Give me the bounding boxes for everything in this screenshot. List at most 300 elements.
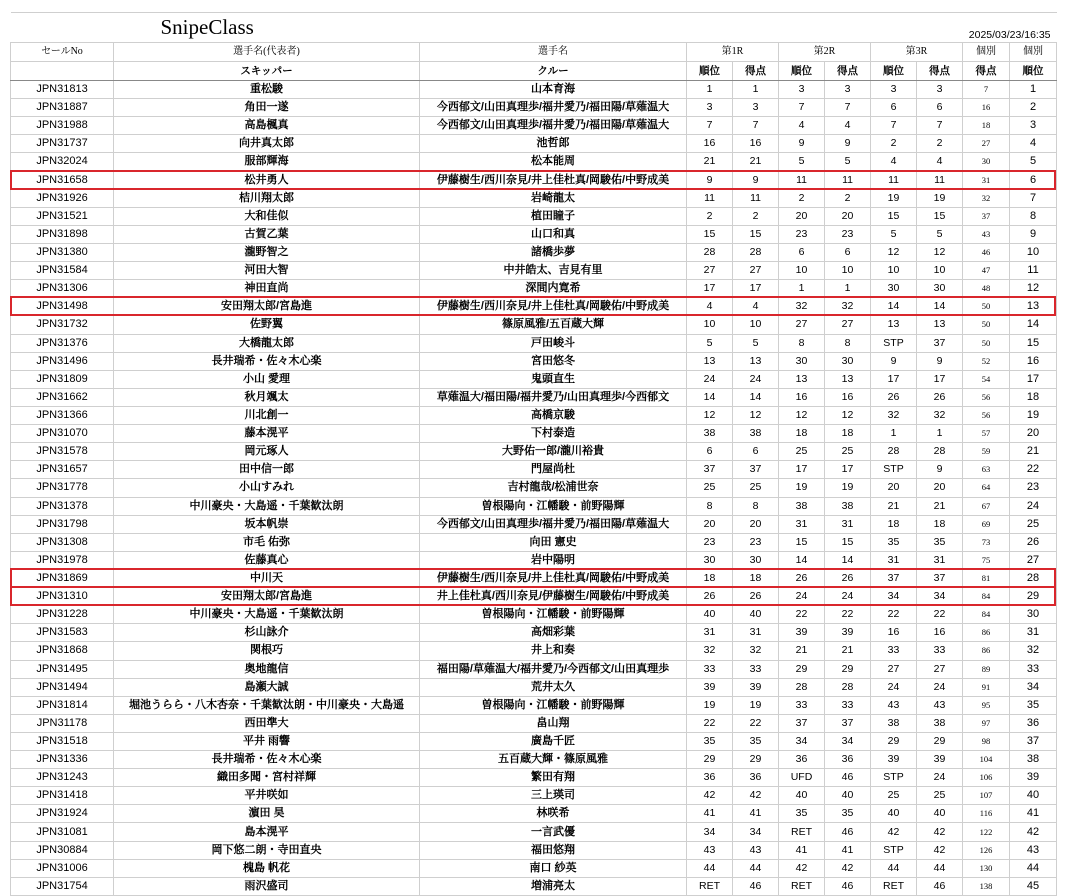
race1-rank-cell: 7 [687,117,733,135]
final-rank-cell: 13 [1010,298,1057,316]
sail-no-cell: JPN31798 [11,515,114,533]
final-rank-cell: 10 [1010,243,1057,261]
skipper-cell: 市毛 佑弥 [114,533,420,551]
total-points-cell: 57 [963,425,1010,443]
race3-rank-cell: 6 [871,99,917,117]
race1-points-cell: 46 [733,877,779,895]
table-row [11,787,1057,805]
race3-rank-cell: 1 [871,425,917,443]
race2-rank-cell: 35 [779,805,825,823]
header-row-1 [11,43,1057,62]
race2-points-cell: 38 [825,497,871,515]
race1-points-cell: 13 [733,352,779,370]
final-rank-cell: 28 [1010,569,1057,587]
final-rank-cell: 35 [1010,696,1057,714]
crew-cell: 五百蔵大輝・篠原風雅 [420,751,687,769]
race1-rank-cell: 17 [687,280,733,298]
race1-rank-cell: 26 [687,588,733,606]
race1-rank-cell: 31 [687,624,733,642]
race3-rank-cell: 20 [871,479,917,497]
crew-cell: 廣島千匠 [420,732,687,750]
race2-points-cell: 9 [825,135,871,153]
race1-rank-cell: 15 [687,225,733,243]
table-row [11,678,1057,696]
skipper-cell: 中川豪央・大島遥・千葉歓汰朗 [114,497,420,515]
sail-no-cell: JPN31898 [11,225,114,243]
race1-rank-cell: 37 [687,461,733,479]
race1-rank-cell: 30 [687,551,733,569]
race3-points-cell: 11 [917,171,963,189]
race1-rank-cell: 43 [687,841,733,859]
race3-rank-cell: 38 [871,714,917,732]
crew-cell: 向田 憲史 [420,533,687,551]
race1-points-cell: 12 [733,406,779,424]
crew-cell: 草薙温大/福田陽/福井愛乃/山田真理歩/今西郁文 [420,388,687,406]
header-r3-points: 得点 [917,62,963,81]
sail-no-cell: JPN31498 [11,298,114,316]
race1-rank-cell: 23 [687,533,733,551]
race2-rank-cell: 41 [779,841,825,859]
race2-points-cell: 3 [825,81,871,99]
total-points-cell: 32 [963,189,1010,207]
race3-rank-cell: 18 [871,515,917,533]
total-points-cell: 84 [963,606,1010,624]
sail-no-cell: JPN31366 [11,406,114,424]
race1-points-cell: 1 [733,81,779,99]
table-row [11,497,1057,515]
race1-points-cell: 10 [733,316,779,334]
sail-no-cell: JPN31306 [11,280,114,298]
race1-points-cell: 43 [733,841,779,859]
race1-points-cell: 6 [733,443,779,461]
skipper-cell: 西田準大 [114,714,420,732]
race3-rank-cell: 44 [871,859,917,877]
crew-cell: 今西郁文/山田真理歩/福井愛乃/福田陽/草薙温大 [420,515,687,533]
race2-rank-cell: 4 [779,117,825,135]
total-points-cell: 91 [963,678,1010,696]
sail-no-cell: JPN31926 [11,189,114,207]
race1-points-cell: 16 [733,135,779,153]
skipper-cell: 佐野翼 [114,316,420,334]
race1-points-cell: 17 [733,280,779,298]
race3-points-cell: 35 [917,533,963,551]
sail-no-cell: JPN31778 [11,479,114,497]
race1-points-cell: 25 [733,479,779,497]
sail-no-cell: JPN31228 [11,606,114,624]
race1-rank-cell: 10 [687,316,733,334]
total-points-cell: 97 [963,714,1010,732]
table-row [11,280,1057,298]
crew-cell: 福田悠翔 [420,841,687,859]
crew-cell: 下村泰造 [420,425,687,443]
race2-rank-cell: 29 [779,660,825,678]
race1-rank-cell: 25 [687,479,733,497]
header-skipper: スキッパー [114,62,420,81]
final-rank-cell: 32 [1010,642,1057,660]
race1-rank-cell: 3 [687,99,733,117]
race3-rank-cell: 27 [871,660,917,678]
header-row-2 [11,62,1057,81]
race3-rank-cell: 24 [871,678,917,696]
race2-points-cell: 7 [825,99,871,117]
table-row [11,461,1057,479]
skipper-cell: 秋月颯太 [114,388,420,406]
race2-rank-cell: 31 [779,515,825,533]
final-rank-cell: 33 [1010,660,1057,678]
skipper-cell: 松井勇人 [114,171,420,189]
table-row [11,624,1057,642]
table-row [11,533,1057,551]
race1-points-cell: 19 [733,696,779,714]
race1-points-cell: 9 [733,171,779,189]
race3-points-cell: 6 [917,99,963,117]
race2-rank-cell: 14 [779,551,825,569]
race1-rank-cell: 39 [687,678,733,696]
table-row [11,714,1057,732]
race2-points-cell: 16 [825,388,871,406]
final-rank-cell: 11 [1010,262,1057,280]
race3-points-cell: 1 [917,425,963,443]
race2-rank-cell: 6 [779,243,825,261]
race3-rank-cell: 14 [871,298,917,316]
final-rank-cell: 22 [1010,461,1057,479]
table-row [11,642,1057,660]
race2-rank-cell: 7 [779,99,825,117]
final-rank-cell: 42 [1010,823,1057,841]
race2-rank-cell: 28 [779,678,825,696]
total-points-cell: 50 [963,298,1010,316]
table-row [11,352,1057,370]
table-row [11,732,1057,750]
skipper-cell: 大橋龍太郎 [114,334,420,352]
race1-rank-cell: 14 [687,388,733,406]
race3-rank-cell: 10 [871,262,917,280]
race2-rank-cell: 18 [779,425,825,443]
race1-points-cell: 32 [733,642,779,660]
race2-points-cell: 4 [825,117,871,135]
total-points-cell: 86 [963,642,1010,660]
crew-cell: 中井皓太、吉見有里 [420,262,687,280]
race3-points-cell: 33 [917,642,963,660]
skipper-cell: 中川天 [114,569,420,587]
race2-rank-cell: RET [779,823,825,841]
total-points-cell: 122 [963,823,1010,841]
race2-rank-cell: 22 [779,606,825,624]
final-rank-cell: 23 [1010,479,1057,497]
table-row [11,262,1057,280]
crew-cell: 畠山翔 [420,714,687,732]
race3-points-cell: 4 [917,153,963,171]
sail-no-cell: JPN31081 [11,823,114,841]
total-points-cell: 18 [963,117,1010,135]
race2-points-cell: 17 [825,461,871,479]
race3-points-cell: 38 [917,714,963,732]
race3-points-cell: 21 [917,497,963,515]
crew-cell: 今西郁文/山田真理歩/福井愛乃/福田陽/草薙温大 [420,99,687,117]
skipper-cell: 安田翔太郎/宮島進 [114,298,420,316]
skipper-cell: 濵田 昊 [114,805,420,823]
total-points-cell: 86 [963,624,1010,642]
race1-rank-cell: 20 [687,515,733,533]
total-points-cell: 50 [963,316,1010,334]
race3-points-cell: 27 [917,660,963,678]
race3-points-cell: 44 [917,859,963,877]
table-row [11,515,1057,533]
sail-no-cell: JPN31584 [11,262,114,280]
total-points-cell: 7 [963,81,1010,99]
total-points-cell: 31 [963,171,1010,189]
race2-rank-cell: 34 [779,732,825,750]
table-row [11,153,1057,171]
header-indiv-1: 個別 [963,43,1010,62]
final-rank-cell: 43 [1010,841,1057,859]
race1-rank-cell: 19 [687,696,733,714]
race3-points-cell: 24 [917,678,963,696]
race2-points-cell: 2 [825,189,871,207]
race1-points-cell: 3 [733,99,779,117]
final-rank-cell: 12 [1010,280,1057,298]
final-rank-cell: 16 [1010,352,1057,370]
sail-no-cell: JPN31308 [11,533,114,551]
race3-points-cell: 2 [917,135,963,153]
race3-points-cell: 28 [917,443,963,461]
table-row [11,298,1057,316]
race1-rank-cell: 1 [687,81,733,99]
race2-rank-cell: 8 [779,334,825,352]
sail-no-cell: JPN31070 [11,425,114,443]
sail-no-cell: JPN31887 [11,99,114,117]
sail-no-cell: JPN31496 [11,352,114,370]
crew-cell: 荒井太久 [420,678,687,696]
final-rank-cell: 41 [1010,805,1057,823]
skipper-cell: 藤本滉平 [114,425,420,443]
sail-no-cell: JPN31006 [11,859,114,877]
crew-cell: 南口 紗英 [420,859,687,877]
skipper-cell: 小山 愛理 [114,370,420,388]
race3-rank-cell: 3 [871,81,917,99]
race3-rank-cell: 30 [871,280,917,298]
race3-rank-cell: 19 [871,189,917,207]
race3-rank-cell: 5 [871,225,917,243]
race2-rank-cell: 36 [779,751,825,769]
total-points-cell: 95 [963,696,1010,714]
header-r3-rank: 順位 [871,62,917,81]
race2-points-cell: 33 [825,696,871,714]
table-row [11,696,1057,714]
crew-cell: 伊藤樹生/西川奈見/井上佳杜真/岡駿佑/中野成美 [420,298,687,316]
header-r2-rank: 順位 [779,62,825,81]
race3-points-cell: 32 [917,406,963,424]
race2-points-cell: 36 [825,751,871,769]
race2-points-cell: 11 [825,171,871,189]
total-points-cell: 130 [963,859,1010,877]
sail-no-cell: JPN31662 [11,388,114,406]
race1-points-cell: 8 [733,497,779,515]
race2-points-cell: 15 [825,533,871,551]
table-row [11,660,1057,678]
race1-rank-cell: 33 [687,660,733,678]
race1-points-cell: 7 [733,117,779,135]
crew-cell: 曽根陽向・江幡駿・前野陽輝 [420,497,687,515]
race2-rank-cell: 16 [779,388,825,406]
race1-rank-cell: 11 [687,189,733,207]
race3-rank-cell: STP [871,769,917,787]
race2-points-cell: 25 [825,443,871,461]
final-rank-cell: 29 [1010,588,1057,606]
final-rank-cell: 6 [1010,171,1057,189]
race1-rank-cell: 36 [687,769,733,787]
results-table [10,12,1057,896]
race2-rank-cell: 1 [779,280,825,298]
race3-rank-cell: 13 [871,316,917,334]
race3-points-cell: 15 [917,207,963,225]
race3-rank-cell: 25 [871,787,917,805]
race2-rank-cell: 37 [779,714,825,732]
final-rank-cell: 30 [1010,606,1057,624]
sail-no-cell: JPN30884 [11,841,114,859]
total-points-cell: 56 [963,406,1010,424]
final-rank-cell: 20 [1010,425,1057,443]
final-rank-cell: 38 [1010,751,1057,769]
race1-rank-cell: 35 [687,732,733,750]
final-rank-cell: 7 [1010,189,1057,207]
table-row [11,823,1057,841]
table-row [11,207,1057,225]
race2-points-cell: 22 [825,606,871,624]
race3-points-cell: 42 [917,841,963,859]
race3-rank-cell: 31 [871,551,917,569]
table-row [11,805,1057,823]
table-row [11,406,1057,424]
skipper-cell: 織田多聞・宮村祥輝 [114,769,420,787]
race2-points-cell: 8 [825,334,871,352]
final-rank-cell: 1 [1010,81,1057,99]
sail-no-cell: JPN31657 [11,461,114,479]
race3-points-cell: 46 [917,877,963,895]
sail-no-cell: JPN31310 [11,588,114,606]
crew-cell: 林咲希 [420,805,687,823]
race3-points-cell: 24 [917,769,963,787]
crew-cell: 植田瞳子 [420,207,687,225]
race1-rank-cell: 5 [687,334,733,352]
race1-rank-cell: 12 [687,406,733,424]
race2-rank-cell: 17 [779,461,825,479]
skipper-cell: 大和佳似 [114,207,420,225]
table-row [11,99,1057,117]
table-row [11,425,1057,443]
crew-cell: 三上瑛司 [420,787,687,805]
crew-cell: 深間内寛希 [420,280,687,298]
crew-cell: 大野佑一郎/瀧川裕貴 [420,443,687,461]
race2-points-cell: 46 [825,823,871,841]
total-points-cell: 56 [963,388,1010,406]
race3-points-cell: 20 [917,479,963,497]
race3-rank-cell: 40 [871,805,917,823]
race3-rank-cell: 16 [871,624,917,642]
race1-points-cell: 24 [733,370,779,388]
race1-points-cell: 42 [733,787,779,805]
crew-cell: 松本能周 [420,153,687,171]
race2-rank-cell: 32 [779,298,825,316]
race3-points-cell: 37 [917,334,963,352]
final-rank-cell: 8 [1010,207,1057,225]
total-points-cell: 46 [963,243,1010,261]
race3-rank-cell: 22 [871,606,917,624]
race3-points-cell: 9 [917,461,963,479]
skipper-cell: 岡元琢人 [114,443,420,461]
skipper-cell: 関根巧 [114,642,420,660]
final-rank-cell: 36 [1010,714,1057,732]
race2-points-cell: 24 [825,588,871,606]
final-rank-cell: 21 [1010,443,1057,461]
total-points-cell: 50 [963,334,1010,352]
table-row [11,81,1057,99]
final-rank-cell: 37 [1010,732,1057,750]
race3-points-cell: 12 [917,243,963,261]
skipper-cell: 服部輝海 [114,153,420,171]
crew-cell: 宮田悠冬 [420,352,687,370]
total-points-cell: 48 [963,280,1010,298]
race3-points-cell: 9 [917,352,963,370]
race3-rank-cell: 37 [871,569,917,587]
race2-points-cell: 5 [825,153,871,171]
race3-points-cell: 25 [917,787,963,805]
timestamp: 2025/03/23/16:35 [687,13,1057,43]
table-row [11,189,1057,207]
race2-rank-cell: 13 [779,370,825,388]
sail-no-cell: JPN31813 [11,81,114,99]
race1-points-cell: 5 [733,334,779,352]
race2-points-cell: 32 [825,298,871,316]
total-points-cell: 63 [963,461,1010,479]
total-points-cell: 138 [963,877,1010,895]
race2-rank-cell: 39 [779,624,825,642]
race2-rank-cell: 23 [779,225,825,243]
race3-points-cell: 10 [917,262,963,280]
table-row [11,117,1057,135]
race2-rank-cell: 9 [779,135,825,153]
total-points-cell: 116 [963,805,1010,823]
race1-points-cell: 37 [733,461,779,479]
race1-rank-cell: 34 [687,823,733,841]
race2-rank-cell: 11 [779,171,825,189]
race2-rank-cell: 15 [779,533,825,551]
sail-no-cell: JPN31814 [11,696,114,714]
crew-cell: 井上佳杜真/西川奈見/伊藤樹生/岡駿佑/中野成美 [420,588,687,606]
race2-rank-cell: 24 [779,588,825,606]
final-rank-cell: 15 [1010,334,1057,352]
crew-cell: 池哲郎 [420,135,687,153]
race1-points-cell: 35 [733,732,779,750]
total-points-cell: 27 [963,135,1010,153]
sail-no-cell: JPN31658 [11,171,114,189]
race1-points-cell: 30 [733,551,779,569]
race1-points-cell: 40 [733,606,779,624]
final-rank-cell: 18 [1010,388,1057,406]
header-sail-no: セールNo [11,43,114,62]
total-points-cell: 98 [963,732,1010,750]
race3-points-cell: 37 [917,569,963,587]
header-indiv-2: 個別 [1010,43,1057,62]
final-rank-cell: 40 [1010,787,1057,805]
sail-no-cell: JPN31868 [11,642,114,660]
race1-rank-cell: 24 [687,370,733,388]
race2-rank-cell: UFD [779,769,825,787]
race3-points-cell: 19 [917,189,963,207]
header-skipper-group: 選手名(代表者) [114,43,420,62]
race2-points-cell: 39 [825,624,871,642]
race2-points-cell: 1 [825,280,871,298]
